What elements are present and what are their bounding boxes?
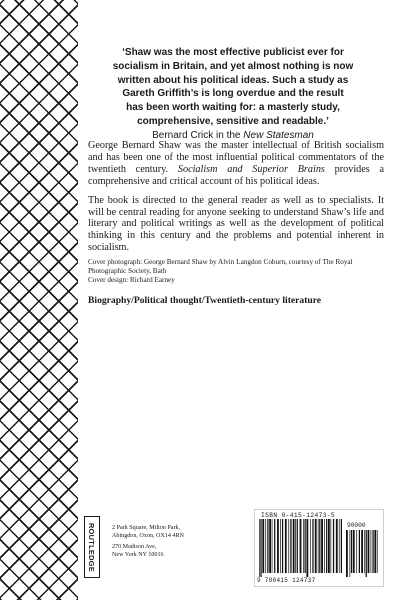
barcode-bar [333,519,334,573]
address-line: Abingdon, Oxon, OX14 4RN [112,533,184,539]
barcode-bar [295,519,296,573]
routledge-logo [84,516,100,578]
address-line: 270 Madison Ave, [112,544,157,550]
barcode-bar [372,530,373,573]
subject-category: Biography/Political thought/Twentieth-century literature [88,294,322,306]
lattice-border [0,0,78,600]
barcode-bar [277,519,279,573]
p1-text-end: provides a comprehensive and critical account of his political ideas. [88,163,385,187]
quote-line: written about his political ideas. Such a study as [117,74,349,86]
barcode-bar [319,519,320,573]
barcode-bar [312,519,313,573]
barcode-bar [306,519,308,577]
barcode-bar [285,519,287,573]
isbn-label: ISBN 0-415-12473-5 [261,512,336,519]
barcode-bar [282,519,283,573]
description-paragraph-1 [88,140,384,188]
barcode-bar [272,519,273,573]
barcode-digits: 9 780415 124737 [257,577,316,584]
price-code: 90000 [347,522,366,529]
barcode-bar [353,530,355,573]
barcode-bar [280,519,281,573]
barcode-bar [364,530,365,573]
barcode-bar [361,530,363,573]
review-quote [96,46,370,143]
description-paragraph-2: The book is directed to the general reader as well as to specialists. It will be central reading for anyone seeking to understand Shaw’s life and literary and political writings as well as the development of political thinking in this century and the problems and potential inherent in socialism. [88,194,384,254]
address-line: 2 Park Square, Milton Park, [112,525,181,531]
barcode-bar [356,530,357,573]
barcode-block [254,509,384,587]
barcode-bar [346,530,348,577]
quote-line: ‘Shaw was the most effective publicist ever for [122,47,344,58]
barcode-bar [305,519,306,573]
address-line: New York NY 10016 [112,552,164,558]
book-title: Socialism and Superior Brains [177,163,325,175]
barcode-bar [374,530,376,573]
barcode-bar [341,519,342,573]
barcode-bar [339,519,340,573]
barcode-bar [274,519,275,573]
barcode-bar [303,519,304,573]
barcode-bar [267,519,268,573]
barcode-bar [328,519,330,573]
design-credit: Cover design: Richard Earney [88,275,175,284]
attribution-prefix: Bernard Crick in the [152,129,244,141]
barcode-bar [350,530,351,577]
quote-line: has been worth waiting for: a masterly study, [126,102,340,114]
barcode-bar [368,530,370,573]
publisher-address [112,524,242,559]
attribution-source: New Statesman [243,129,314,141]
price-barcode [346,530,380,577]
barcode-bar [259,519,260,577]
barcode-bar [336,519,338,573]
barcode-bar [326,519,327,573]
barcode-bar [262,519,264,573]
barcode-bar [265,519,266,573]
barcode-bar [318,519,319,573]
barcode-bar [310,519,311,573]
barcode-bar [293,519,295,573]
barcode-bar [351,530,352,573]
description [88,140,384,306]
barcode-bar [297,519,298,573]
quote-line: Gareth Griffith’s is long overdue and the result [122,88,344,100]
barcode-bar [359,530,360,573]
p1-text: George Bernard Shaw was the master intellectual of British socialism and has been one of the most influential political commentators of the twentieth century. [88,140,384,175]
ean-barcode [259,519,343,577]
barcode-bar [315,519,317,573]
logo-text: ROUTLEDGE [87,522,97,572]
barcode-bar [377,530,378,573]
barcode-bar [324,519,325,573]
quote-line: socialism in Britain, and yet almost nothing is now [112,60,354,72]
barcode-bar [290,519,291,573]
barcode-bar [260,519,261,577]
cover-credits [88,258,384,284]
barcode-bar [331,519,332,573]
barcode-bar [288,519,289,573]
barcode-bar [300,519,302,573]
barcode-bar [366,530,367,577]
photo-credit: Cover photograph: George Bernard Shaw by Alvin Langdon Coburn, courtesy of The Royal Photographic Society, Bath [88,258,353,275]
barcode-bar [371,530,372,573]
quote-line: comprehensive, sensitive and readable.’ [137,115,329,127]
barcode-bar [269,519,271,573]
barcode-bar [321,519,323,573]
